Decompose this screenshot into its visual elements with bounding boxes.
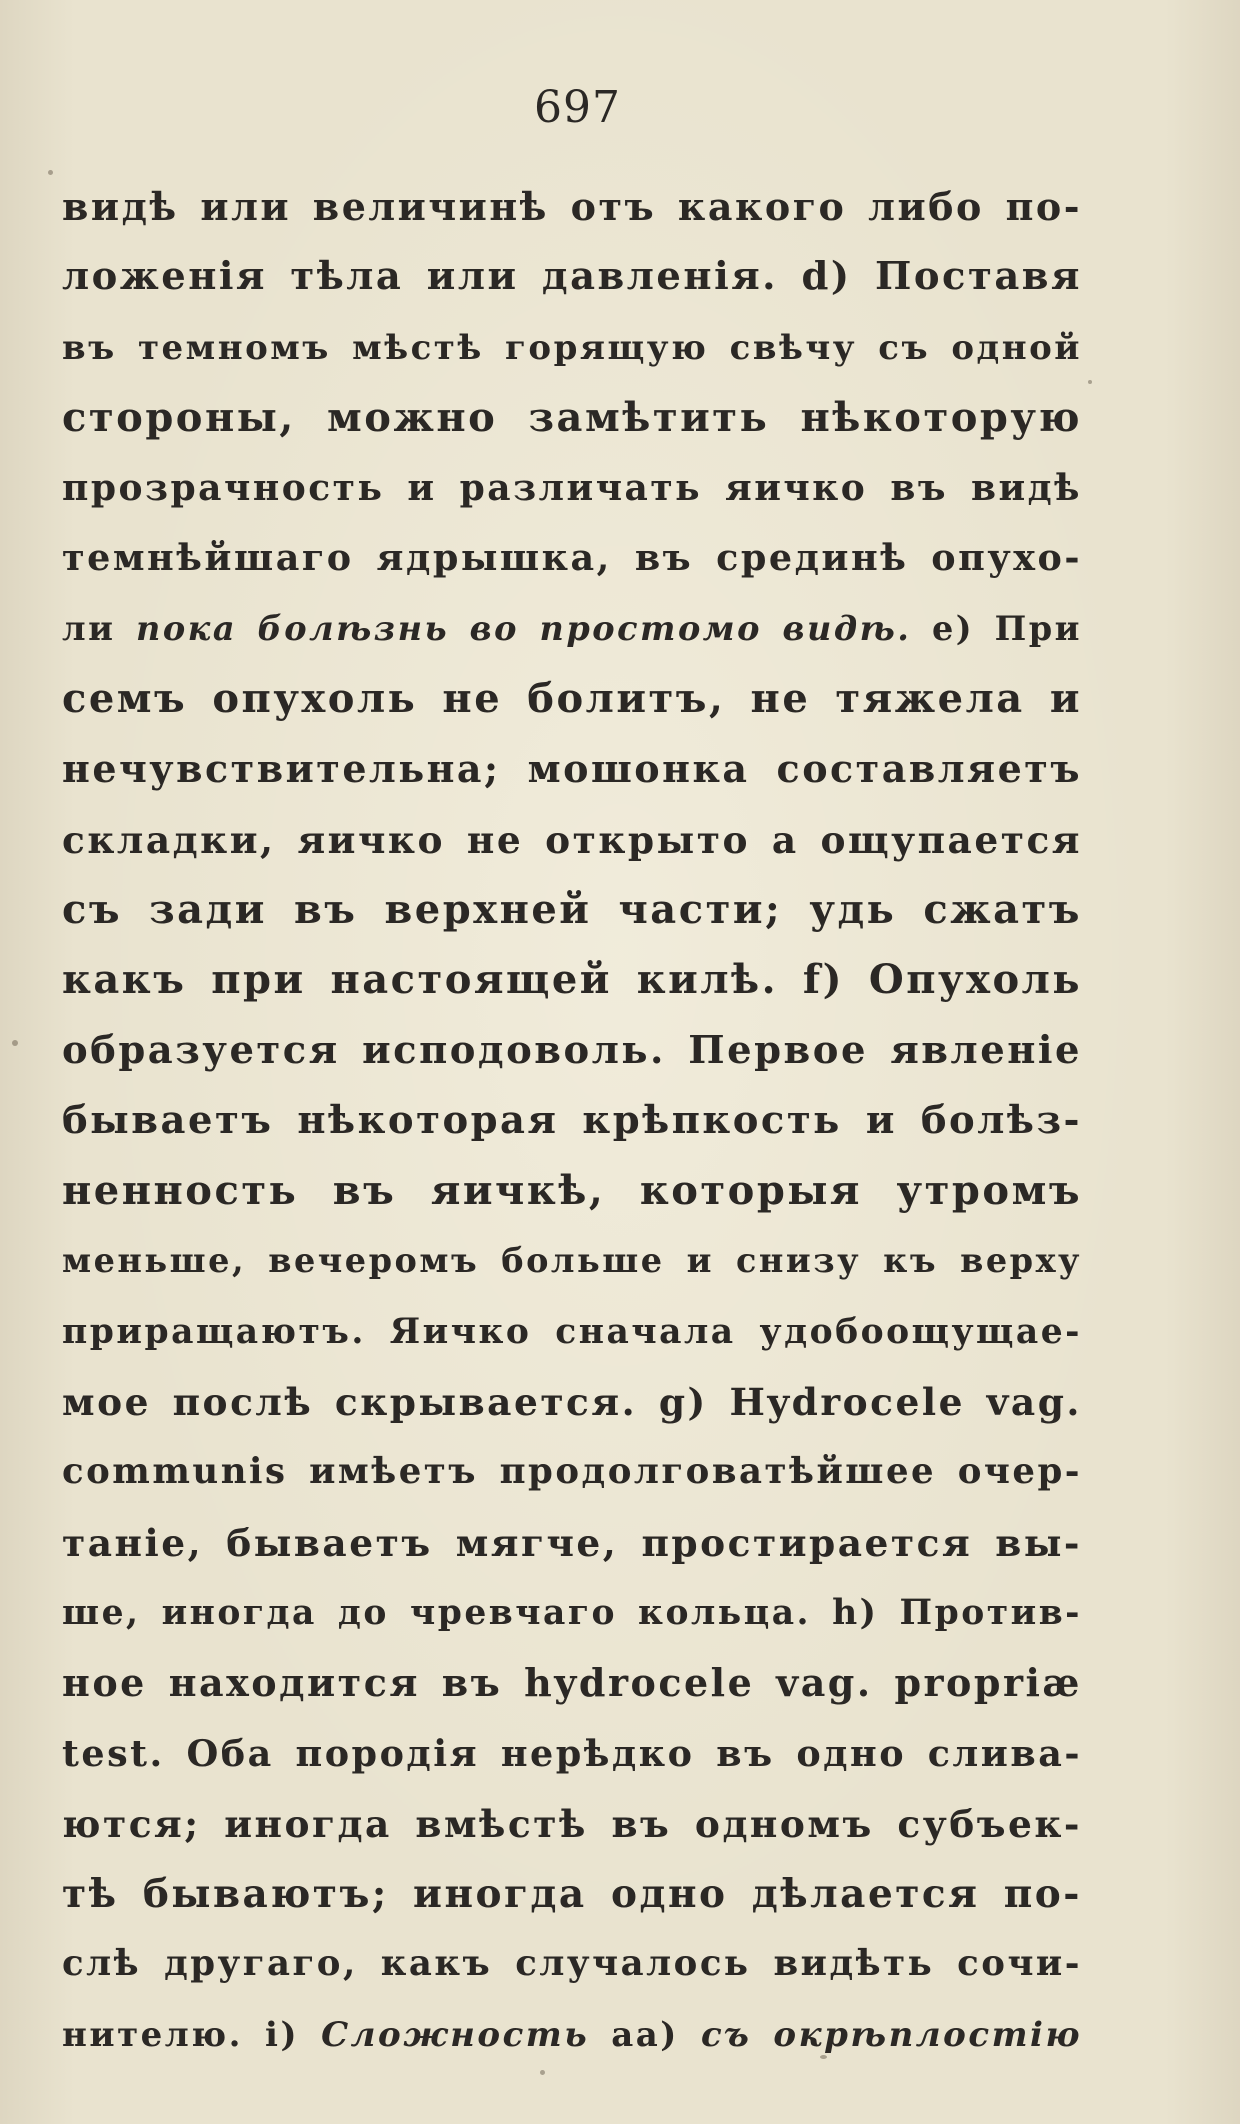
text-span: прозрачность и различать яичко въ видѣ [62,467,1082,510]
paper-speck [12,1040,18,1046]
text-span: бываетъ нѣкоторая крѣпкость и болѣз- [62,1097,1082,1143]
text-line [62,453,1082,523]
italic-text-span: пока болѣзнь во простомо видѣ. [135,608,912,648]
text-span: семъ опухоль не болитъ, не тяжела и [62,675,1082,723]
text-line [62,1648,1082,1718]
text-span: приращаютъ. Яичко сначала удобоощущае- [62,1311,1082,1352]
text-span: таніе, бываетъ мягче, простирается вы- [62,1520,1082,1565]
text-line [62,1226,1082,1296]
text-span: ше, иногда до чревчаго кольца. h) Против- [62,1592,1082,1633]
body-text [62,172,1082,2070]
text-span: какъ при настоящей килѣ. f) Опухоль [62,956,1082,1004]
text-line [62,1508,1082,1578]
text-line [62,805,1082,875]
text-span: складки, яичко не открыто а ощупается [62,817,1082,862]
text-span: темнѣйшаго ядрышка, въ срединѣ опухо- [62,536,1082,580]
paper-speck [820,2055,827,2059]
text-span: ненность въ яичкѣ, которыя утромъ [62,1167,1082,1215]
text-span: ются; иногда вмѣстѣ въ одномъ субъек- [62,1801,1082,1846]
text-line [62,1437,1082,1507]
text-line [62,1367,1082,1437]
text-line [62,1789,1082,1859]
paper-speck [1088,380,1092,384]
text-span: въ темномъ мѣстѣ горящую свѣчу съ одной [62,327,1082,368]
text-line [62,1086,1082,1156]
text-span: нителю. i) [62,2014,322,2055]
text-line [62,664,1082,734]
text-line [62,2000,1082,2070]
text-line [62,313,1082,383]
text-line [62,1719,1082,1789]
text-span: ное находится въ hydrocele vag. propriæ [62,1660,1082,1706]
text-span: стороны, можно замѣтить нѣкоторую [62,393,1082,441]
text-span: test. Оба породія нерѣдко въ одно слива- [62,1731,1082,1775]
text-line [62,242,1082,312]
paper-speck [48,170,53,175]
text-span: e) При [911,608,1082,648]
italic-text-span: Сложность [321,2014,590,2055]
text-line [62,1578,1082,1648]
text-span: образуется исподоволь. Первое явленіе [62,1027,1082,1073]
page-number: 697 [534,82,621,133]
text-span: тѣ бываютъ; иногда одно дѣлается по- [62,1871,1082,1918]
text-span: видѣ или величинѣ отъ какого либо по- [62,184,1082,229]
text-line [62,594,1082,664]
paper-speck [540,2070,545,2075]
text-line [62,875,1082,945]
text-line [62,383,1082,453]
text-span: ли [62,608,136,648]
text-line [62,1297,1082,1367]
text-line [62,734,1082,804]
text-span: меньше, вечеромъ больше и снизу къ верху [62,1241,1082,1281]
text-span: aa) [589,2014,701,2055]
text-line [62,1016,1082,1086]
text-span: слѣ другаго, какъ случалось видѣть сочи- [62,1943,1082,1985]
text-span: ложенія тѣла или давленія. d) Поставя [62,254,1082,300]
text-line [62,1929,1082,1999]
italic-text-span: съ окрѣплостію [700,2014,1082,2055]
text-line [62,172,1082,242]
text-line [62,945,1082,1015]
text-line [62,1156,1082,1226]
text-line [62,523,1082,593]
text-span: communis имѣетъ продолговатѣйшее очер- [62,1451,1082,1493]
text-span: съ зади въ верхней части; удь сжатъ [62,885,1082,933]
text-span: мое послѣ скрывается. g) Hydrocele vag. [62,1380,1082,1425]
text-span: нечувствительна; мошонка составляетъ [62,746,1082,792]
text-line [62,1859,1082,1929]
